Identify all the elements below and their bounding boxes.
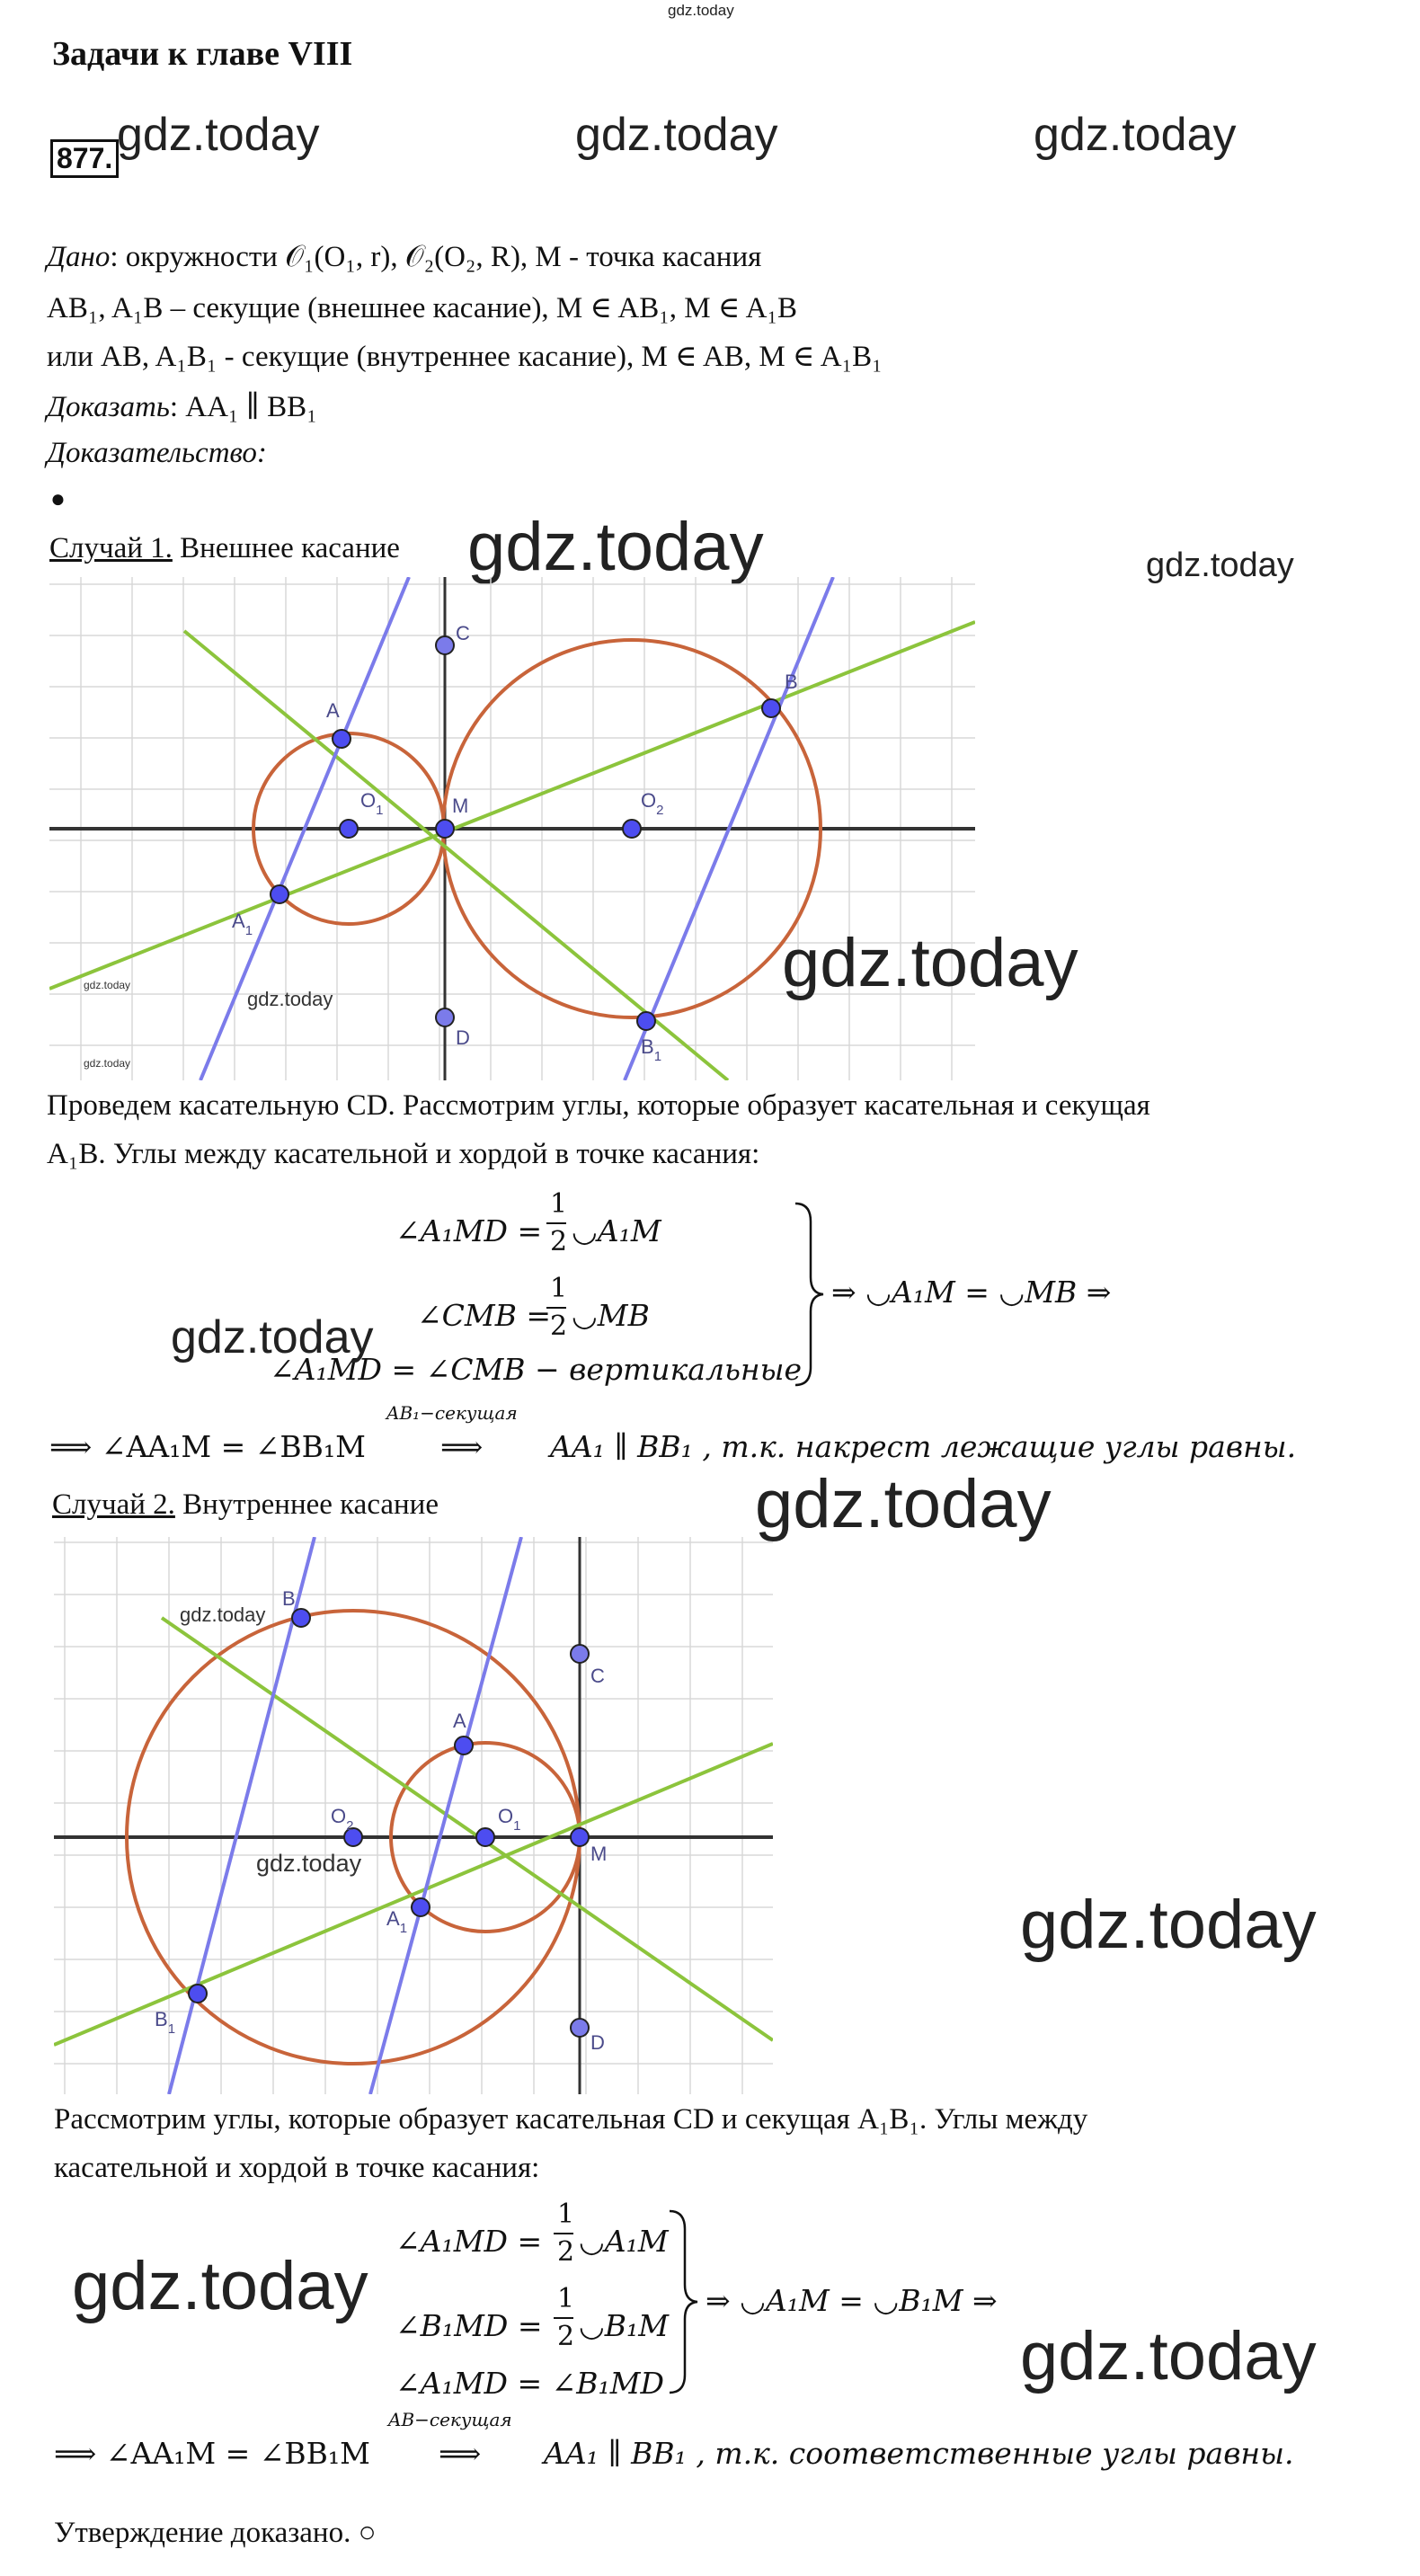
case1-brace bbox=[791, 1200, 827, 1389]
watermark: gdz.today bbox=[171, 1311, 374, 1364]
case2-text-1: Рассмотрим углы, которые образует касательная CD и секущая A₁B₁. Углы между bbox=[54, 2103, 1088, 2136]
case1-conclusion-arrow: ⟹ bbox=[440, 1429, 484, 1464]
case1-eq2-frac-bar bbox=[546, 1307, 566, 1309]
given-line-3: или AB, A₁B₁ - секущие (внутреннее касание), M ∈ AB, M ∈ A₁B₁ bbox=[47, 341, 883, 373]
case1-eq2-rhs: ◡MB bbox=[572, 1298, 650, 1333]
figure-case2 bbox=[54, 1537, 773, 2094]
case2-eq1-den: 2 bbox=[557, 2236, 575, 2268]
watermark: gdz.today bbox=[1146, 546, 1294, 584]
label-a1: $A_1$ bbox=[386, 1907, 408, 1936]
watermark: gdz.today bbox=[72, 2248, 368, 2324]
watermark: gdz.today bbox=[1020, 1887, 1317, 1963]
case2-eq2-den: 2 bbox=[557, 2321, 575, 2352]
label-d: D bbox=[590, 2031, 605, 2054]
case1-conclusion-start: ⟹ ∠AA₁M = ∠BB₁M bbox=[49, 1429, 366, 1464]
case1-eq1-den: 2 bbox=[550, 1226, 568, 1257]
case2-eq1-frac-bar bbox=[554, 2233, 573, 2234]
label-a: A bbox=[326, 699, 340, 722]
case2-eq2-rhs: ◡B₁M bbox=[579, 2308, 670, 2343]
label-o1: $O_1$ bbox=[360, 789, 384, 818]
case1-eq2-num: 1 bbox=[550, 1273, 568, 1304]
label-o1: $O_1$ bbox=[498, 1805, 521, 1834]
case1-eq2-den: 2 bbox=[550, 1310, 568, 1342]
watermark: gdz.today bbox=[256, 1850, 362, 1877]
watermark: gdz.today bbox=[180, 1603, 266, 1626]
watermark: gdz.today bbox=[755, 1466, 1052, 1542]
point-a bbox=[333, 730, 351, 748]
case1-conclusion-end: AA₁ ∥ BB₁ , т.к. накрест лежащие углы равны. bbox=[550, 1429, 1297, 1464]
case2-brace bbox=[665, 2207, 701, 2396]
watermark: gdz.today bbox=[575, 109, 778, 161]
given-line-1: Дано: окружности 𝒪₁(O₁, r), 𝒪₂(O₂, R), M - точка касания bbox=[47, 241, 762, 273]
point-d bbox=[436, 1008, 454, 1026]
case2-eq1-num: 1 bbox=[557, 2198, 575, 2230]
prove-line: Доказать: AA₁ ∥ BB₁ bbox=[47, 391, 317, 423]
watermark: gdz.today bbox=[247, 988, 333, 1010]
watermark: gdz.today bbox=[84, 979, 131, 991]
point-a bbox=[455, 1737, 473, 1754]
point-c bbox=[571, 1645, 589, 1663]
case1-text-2: A₁B. Углы между касательной и хордой в точке касания: bbox=[47, 1138, 760, 1170]
watermark: gdz.today bbox=[1020, 2318, 1317, 2394]
case2-conclusion-start: ⟹ ∠AA₁M = ∠BB₁M bbox=[54, 2436, 370, 2471]
watermark: gdz.today bbox=[84, 1057, 131, 1070]
case2-title: Случай 2. Внутреннее касание bbox=[52, 1488, 439, 1521]
case2-eq1: ∠A₁MD = bbox=[395, 2224, 543, 2259]
watermark: gdz.today bbox=[117, 109, 320, 161]
case2-conclusion-end: AA₁ ∥ BB₁ , т.к. соответственные углы равны. bbox=[544, 2436, 1294, 2471]
label-d: D bbox=[456, 1026, 470, 1049]
point-o1 bbox=[340, 820, 358, 838]
label-a1: $A_1$ bbox=[232, 910, 253, 938]
case1-text-1: Проведем касательную CD. Рассмотрим углы, которые образует касательная и секущая bbox=[47, 1089, 1150, 1122]
given-line-2: AB₁, A₁B – секущие (внешнее касание), M ∈ AB₁, M ∈ A₁B bbox=[47, 292, 798, 324]
secant-a1b1 bbox=[54, 1744, 773, 2045]
case2-implies: ⇒ ◡A₁M = ◡B₁M ⇒ bbox=[706, 2283, 998, 2318]
watermark: gdz.today bbox=[782, 925, 1078, 1001]
case2-eq3: ∠A₁MD = ∠B₁MD bbox=[395, 2366, 664, 2401]
label-c: C bbox=[590, 1665, 605, 1687]
label-b1: $B_1$ bbox=[155, 2008, 176, 2037]
label-c: C bbox=[456, 622, 470, 644]
top-watermark: gdz.today bbox=[668, 2, 734, 19]
label-m: M bbox=[452, 795, 469, 817]
point-m bbox=[436, 820, 454, 838]
case1-conclusion-over: AB₁−секущая bbox=[386, 1402, 518, 1424]
proof-label: Доказательство: bbox=[47, 437, 267, 469]
case2-eq1-rhs: ◡A₁M bbox=[579, 2224, 669, 2259]
point-d bbox=[571, 2019, 589, 2037]
case1-eq1-frac-bar bbox=[546, 1222, 566, 1224]
figure-case1 bbox=[49, 577, 975, 1080]
label-a: A bbox=[453, 1710, 466, 1732]
point-c bbox=[436, 636, 454, 654]
case1-implies: ⇒ ◡A₁M = ◡MB ⇒ bbox=[831, 1275, 1112, 1310]
case1-eq2: ∠CMB = bbox=[417, 1298, 552, 1333]
case2-eq2-num: 1 bbox=[557, 2283, 575, 2314]
case2-eq2-frac-bar bbox=[554, 2317, 573, 2319]
secant-ab bbox=[162, 1618, 773, 2040]
point-b1 bbox=[637, 1012, 655, 1030]
point-o2 bbox=[623, 820, 641, 838]
watermark: gdz.today bbox=[467, 509, 764, 585]
point-o1 bbox=[476, 1828, 494, 1846]
chapter-title: Задачи к главе VIII bbox=[52, 35, 353, 73]
point-b1 bbox=[189, 1985, 207, 2003]
bullet: ● bbox=[50, 485, 66, 513]
label-m: M bbox=[590, 1843, 608, 1865]
label-b: B bbox=[282, 1587, 296, 1610]
case1-eq1-num: 1 bbox=[550, 1188, 568, 1220]
point-a1 bbox=[412, 1898, 430, 1916]
label-o2: $O_2$ bbox=[331, 1805, 354, 1834]
case2-conclusion-arrow: ⟹ bbox=[439, 2436, 482, 2471]
case2-eq2: ∠B₁MD = bbox=[395, 2308, 543, 2343]
label-b: B bbox=[785, 671, 798, 693]
case1-eq3: ∠A₁MD = ∠CMB − вертикальные bbox=[270, 1352, 803, 1387]
label-b1: $B_1$ bbox=[641, 1035, 662, 1064]
case1-eq1: ∠A₁MD = bbox=[395, 1213, 543, 1248]
point-b bbox=[762, 699, 780, 717]
case1-title: Случай 1. Внешнее касание bbox=[49, 532, 400, 564]
case2-conclusion-over: AB−секущая bbox=[388, 2409, 512, 2430]
final-statement: Утверждение доказано. ○ bbox=[54, 2517, 377, 2549]
case2-text-2: касательной и хордой в точке касания: bbox=[54, 2152, 540, 2184]
point-m bbox=[571, 1828, 589, 1846]
point-a1 bbox=[271, 885, 288, 903]
watermark: gdz.today bbox=[1034, 109, 1237, 161]
problem-number: 877. bbox=[50, 139, 119, 178]
case1-eq1-rhs: ◡A₁M bbox=[572, 1213, 661, 1248]
label-o2: $O_2$ bbox=[641, 789, 664, 818]
point-b bbox=[292, 1609, 310, 1627]
